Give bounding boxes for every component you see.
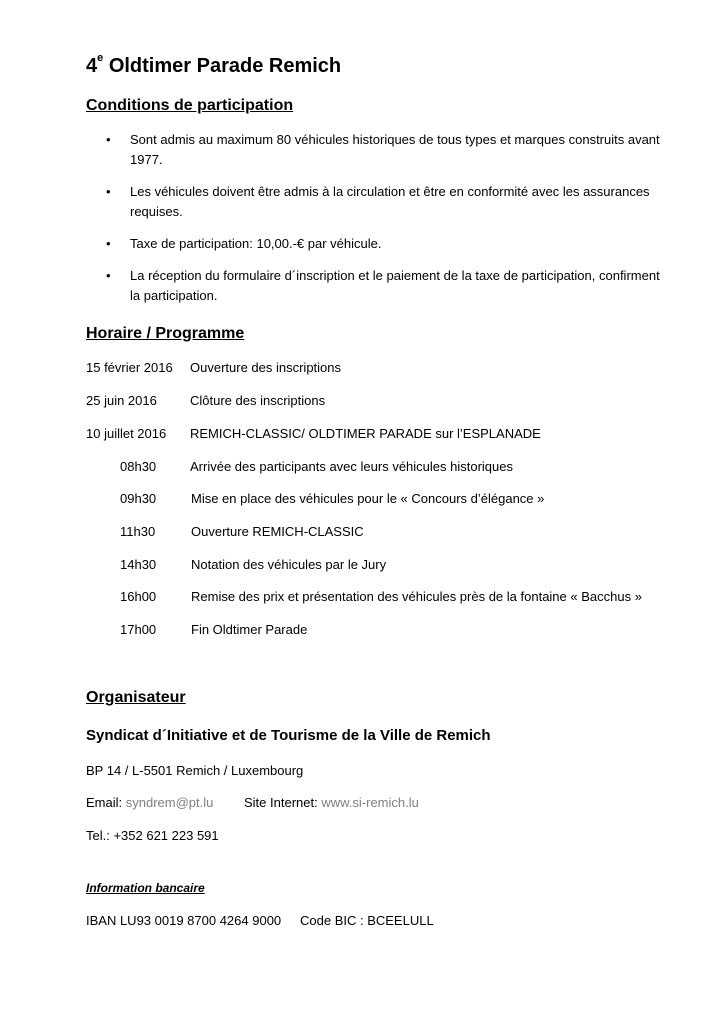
bank-heading: Information bancaire: [86, 881, 205, 895]
site-link[interactable]: www.si-remich.lu: [321, 795, 419, 810]
title-number: 4: [86, 55, 98, 77]
organizer-name: Syndicat d´Initiative et de Tourisme de la Ville de Remich: [86, 727, 491, 744]
list-item: [106, 234, 666, 254]
list-item-text: La réception du formulaire d´inscription et le paiement de la taxe de participation, confirment la participation.: [130, 268, 660, 303]
schedule-time: 11h30: [120, 524, 156, 539]
bic-text: Code BIC : BCEELULL: [300, 913, 434, 928]
bullet-icon: •: [106, 132, 111, 147]
organizer-address: BP 14 / L-5501 Remich / Luxembourg: [86, 763, 304, 778]
date-description: Clôture des inscriptions: [190, 393, 326, 408]
schedule-time: 09h30: [120, 491, 157, 506]
bullet-icon: •: [106, 236, 111, 251]
schedule-text: Fin Oldtimer Parade: [191, 622, 308, 637]
bullet-icon: •: [106, 184, 111, 199]
date-label: 10 juillet 2016: [86, 426, 167, 441]
programme-heading: Horaire / Programme: [86, 325, 245, 342]
programme-date-row: [86, 358, 173, 378]
schedule-time: 17h00: [120, 622, 157, 637]
schedule-time: 14h30: [120, 557, 157, 572]
list-item-text: Les véhicules doivent être admis à la circulation et être en conformité avec les assurances requises.: [130, 184, 650, 219]
list-item: [106, 130, 666, 170]
schedule-text: Remise des prix et présentation des véhicules près de la fontaine « Bacchus »: [191, 589, 642, 604]
iban-text: IBAN LU93 0019 8700 4264 9000: [86, 913, 282, 928]
date-description: REMICH-CLASSIC/ OLDTIMER PARADE sur l’ESPLANADE: [190, 426, 541, 441]
programme-date-row: [86, 424, 166, 444]
date-label: 25 juin 2016: [86, 393, 157, 408]
title-text: Oldtimer Parade Remich: [108, 55, 342, 77]
title-superscript: e: [97, 52, 104, 65]
date-label: 15 février 2016: [86, 360, 173, 375]
conditions-heading: Conditions de participation: [86, 97, 294, 114]
site-label: Site Internet:: [244, 795, 318, 810]
list-item-text: Taxe de participation: 10,00.-€ par véhicule.: [130, 236, 382, 251]
site-row: [244, 793, 419, 813]
schedule-text: Ouverture REMICH-CLASSIC: [191, 524, 364, 539]
email-link[interactable]: syndrem@pt.lu: [125, 795, 214, 810]
contact-row: [86, 793, 213, 813]
list-item-text: Sont admis au maximum 80 véhicules historiques de tous types et marques construits avant 1977.: [130, 132, 660, 167]
schedule-text: Arrivée des participants avec leurs véhicules historiques: [190, 459, 513, 474]
list-item: [106, 182, 666, 222]
phone-number: Tel.: +352 621 223 591: [86, 828, 219, 843]
schedule-text: Notation des véhicules par le Jury: [191, 557, 387, 572]
date-description: Ouverture des inscriptions: [190, 360, 342, 375]
page-title: [86, 52, 341, 80]
list-item: [106, 266, 666, 306]
schedule-time: 08h30: [120, 459, 157, 474]
schedule-time: 16h00: [120, 589, 157, 604]
email-label: Email:: [86, 795, 123, 810]
conditions-list: [106, 130, 666, 318]
programme-date-row: [86, 391, 157, 411]
bullet-icon: •: [106, 268, 111, 283]
schedule-text: Mise en place des véhicules pour le « Concours d’élégance »: [191, 491, 545, 506]
organizer-heading: Organisateur: [86, 689, 186, 706]
